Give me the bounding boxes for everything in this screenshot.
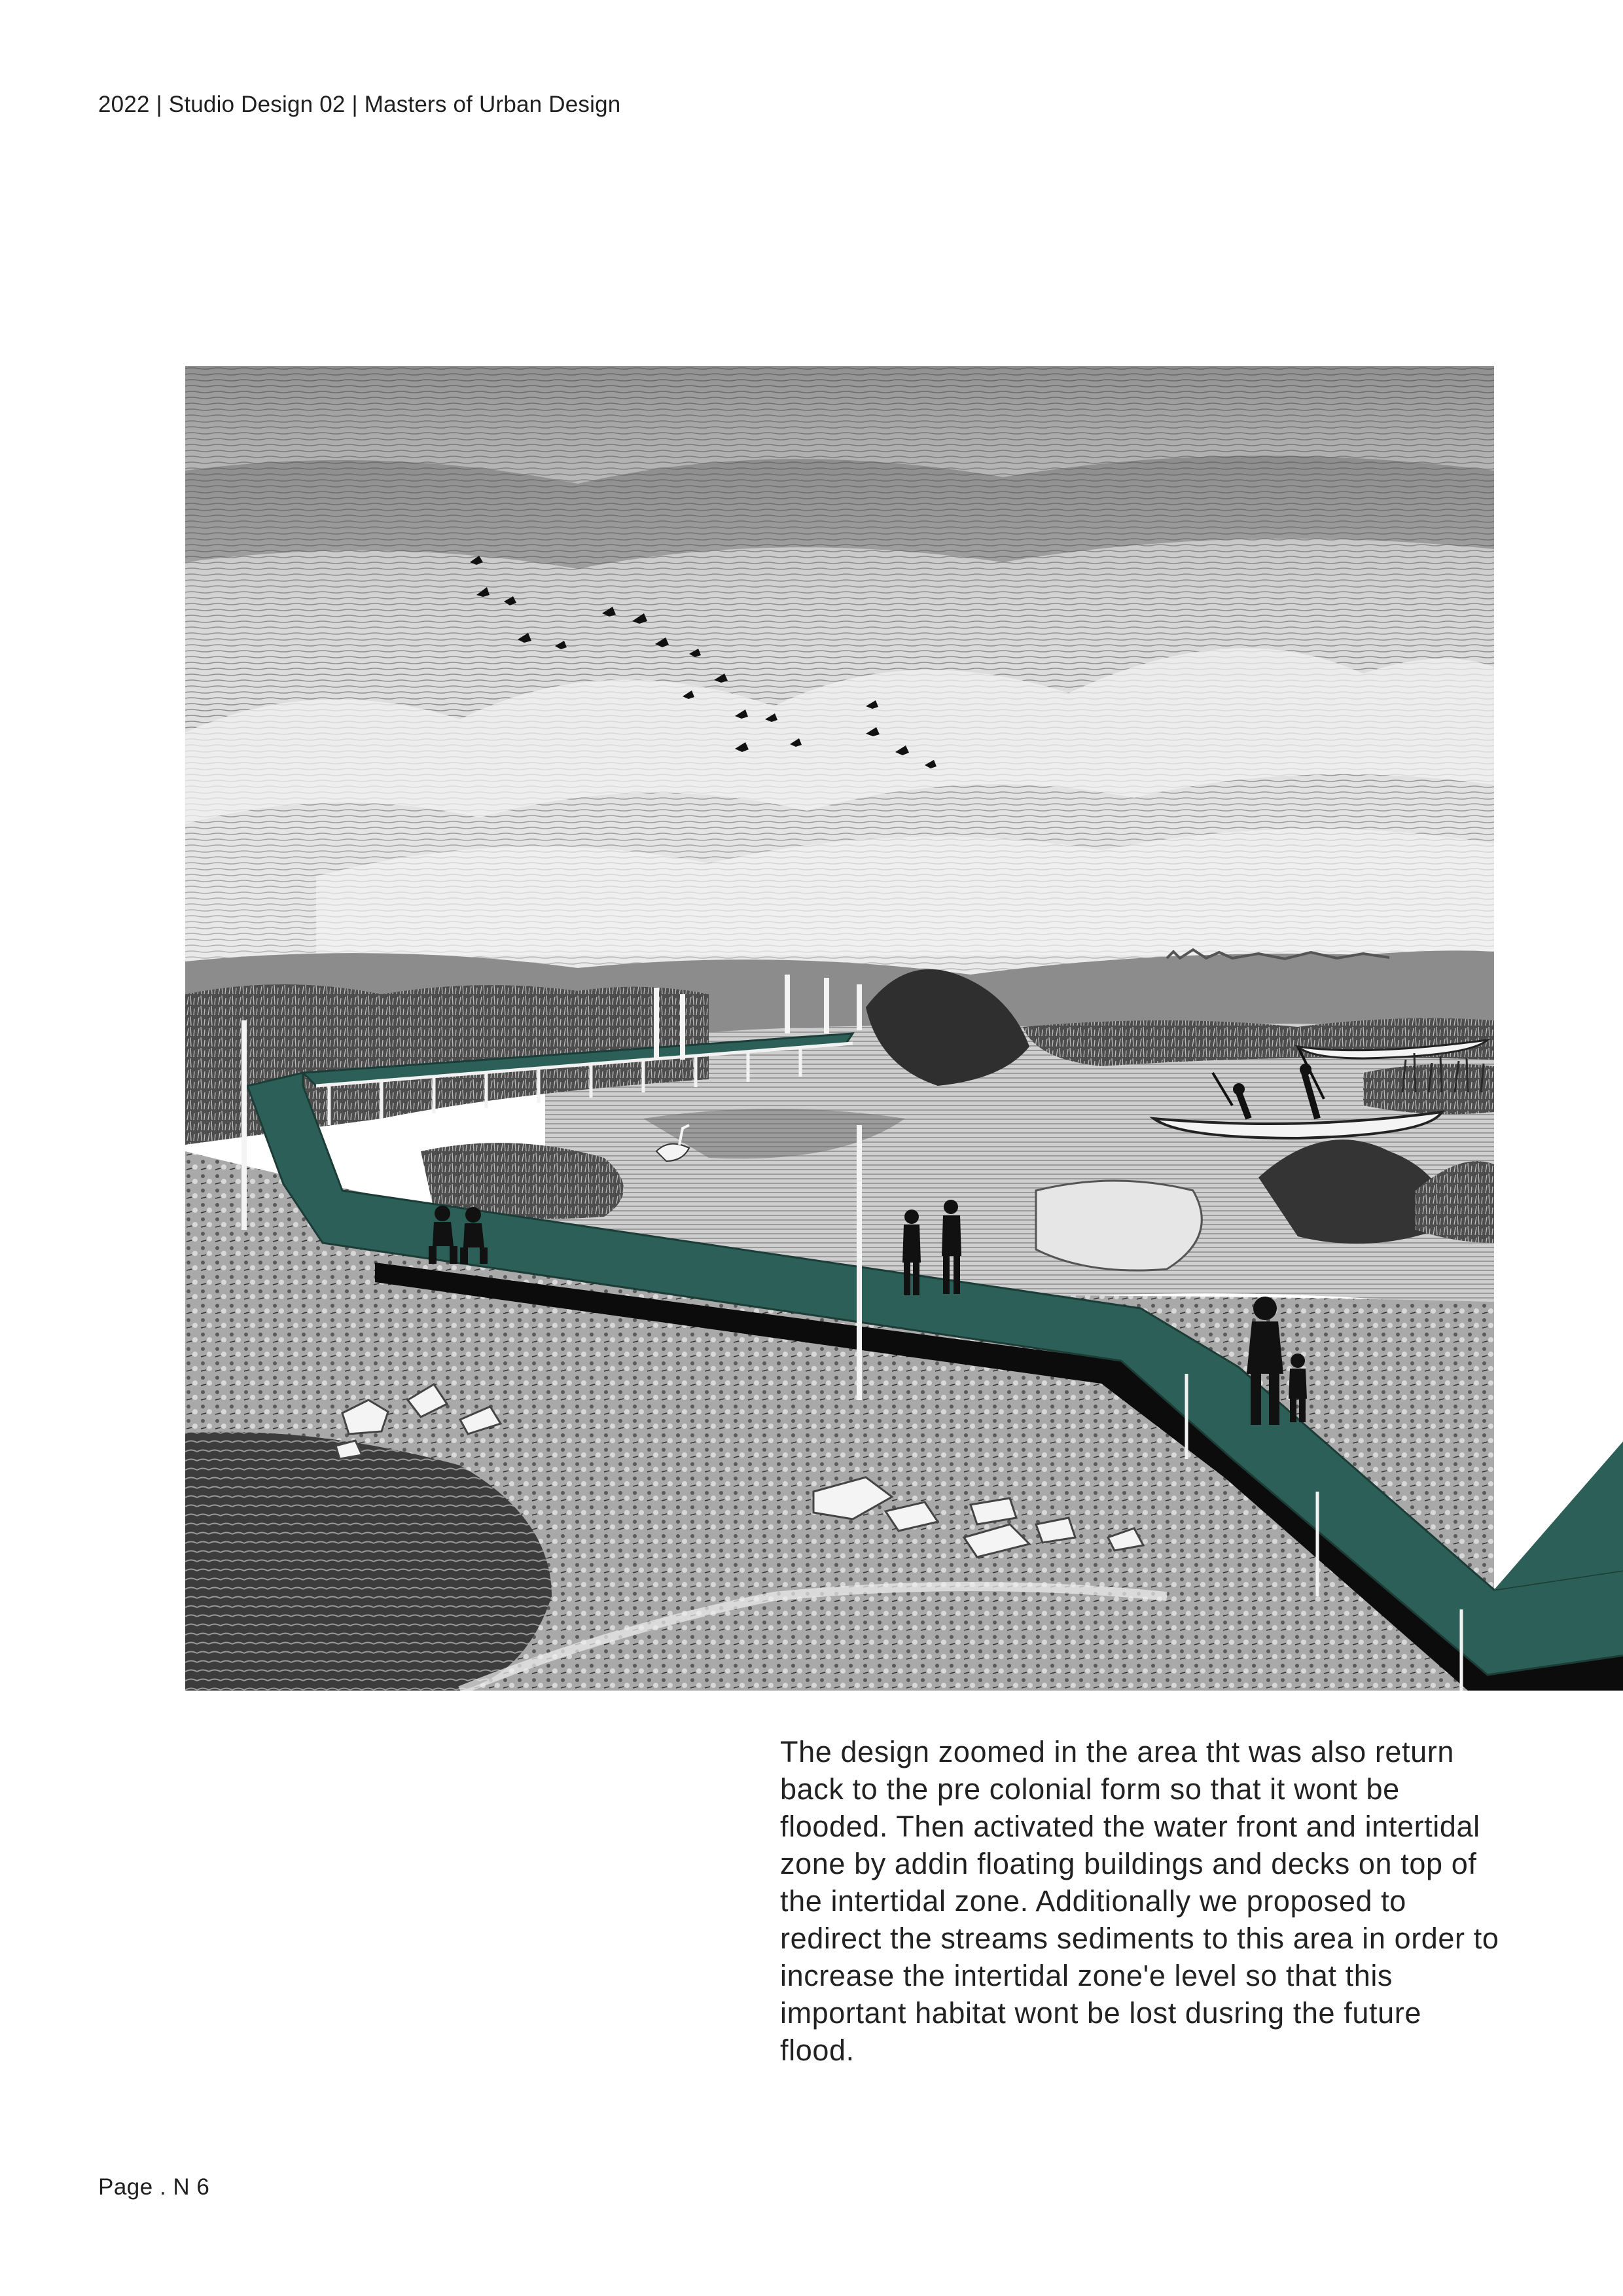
page-header: 2022 | Studio Design 02 | Masters of Urban Design: [98, 92, 621, 117]
sky: [185, 366, 1494, 1007]
page-number: Page . N 6: [98, 2174, 210, 2200]
illustration-canvas: [185, 366, 1623, 1691]
boardwalk-illustration: [185, 366, 1623, 1691]
body-paragraph: The design zoomed in the area tht was also return back to the pre colonial form so that it wont be flooded. Then activated the water front and intertidal zone by addin floating buildings and decks on top of the intertidal zone. Additionally we proposed to redirect the streams sediments to this area in order to increase the intertidal zone'e level so that this important habitat wont be lost dusring the future flood.: [780, 1735, 1499, 2067]
